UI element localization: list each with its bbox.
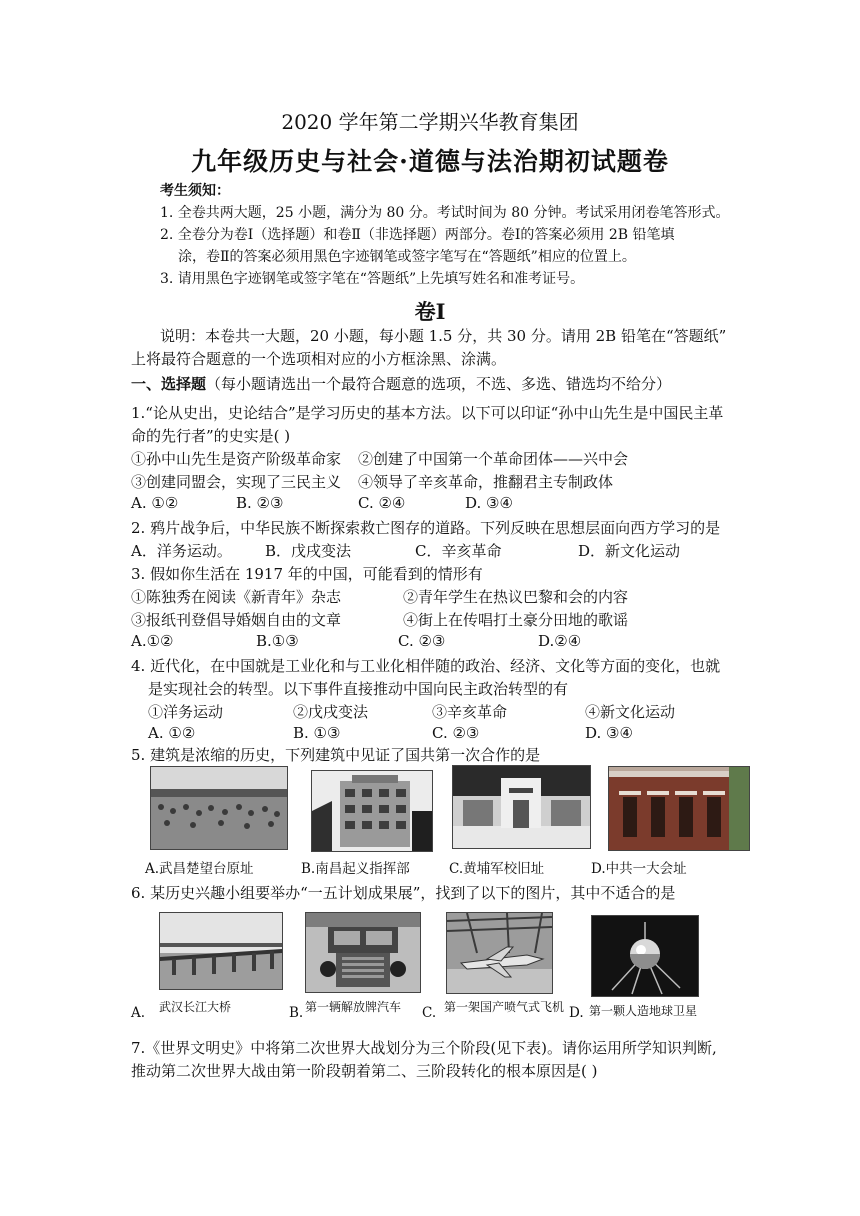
q3-stem: 3. 假如你生活在 1917 年的中国，可能看到的情形有 <box>131 565 483 583</box>
q4-stem-1: 4. 近代化，在中国就是工业化和与工业化相伴随的政治、经济、文化等方面的变化，也就 <box>131 657 721 675</box>
q1-stem-2: 命的先行者”的史实是( ) <box>131 427 291 445</box>
photo-wuchang-chuwangtai <box>150 766 288 850</box>
q4-statement-4: ④新文化运动 <box>585 703 676 721</box>
q1-option-d: D. ③④ <box>465 494 513 512</box>
q1-statement-1: ①孙中山先生是资产阶级革命家 <box>131 450 342 468</box>
q3-statement-4: ④街上在传唱打土豪分田地的歌谣 <box>403 611 629 629</box>
photo-whampoa-academy <box>452 765 591 849</box>
q1-statement-4: ④领导了辛亥革命，推翻君主专制政体 <box>358 473 614 491</box>
q6-option-a: A. <box>131 1005 146 1021</box>
part-note: （每小题请选出一个最符合题意的选项，不选、多选、错选均不给分） <box>206 375 672 393</box>
q2-option-b: B．戊戌变法 <box>265 542 352 560</box>
notice-item-2-cont: 涂，卷Ⅱ的答案必须用黑色字迹钢笔或签字笔写在“答题纸”相应的位置上。 <box>178 249 636 265</box>
q3-option-a: A.①② <box>131 632 174 650</box>
q5-option-a: A.武昌楚望台原址 <box>145 861 254 877</box>
q1-option-a: A. ①② <box>131 494 179 512</box>
q6-caption-a: 武汉长江大桥 <box>159 1000 232 1014</box>
q1-statement-3: ③创建同盟会，实现了三民主义 <box>131 473 342 491</box>
q4-option-b: B. ①③ <box>293 724 341 742</box>
q5-stem: 5. 建筑是浓缩的历史，下列建筑中见证了国共第一次合作的是 <box>131 746 541 764</box>
q4-option-d: D. ③④ <box>585 724 633 742</box>
q7-stem-2: 推动第二次世界大战由第一阶段朝着第二、三阶段转化的根本原因是( ) <box>131 1062 598 1080</box>
q6-stem: 6. 某历史兴趣小组要举办“一五计划成果展”，找到了以下的图片，其中不适合的是 <box>131 884 676 902</box>
q6-caption-c: 第一架国产喷气式飞机 <box>444 1000 565 1014</box>
q3-option-c: C. ②③ <box>398 632 446 650</box>
q6-option-b: B. <box>289 1005 304 1021</box>
q3-option-d: D.②④ <box>538 632 582 650</box>
q4-statement-1: ①洋务运动 <box>148 703 224 721</box>
q5-option-d: D.中共一大会址 <box>591 861 687 877</box>
photo-jet-aircraft <box>446 912 553 994</box>
notice-item-1: 1. 全卷共两大题，25 小题，满分为 80 分。考试时间为 80 分钟。考试采用闭卷笔答形式。 <box>160 205 730 221</box>
q6-option-c: C. <box>422 1005 437 1021</box>
part-label: 一、选择题 <box>131 375 207 393</box>
q6-caption-b: 第一辆解放牌汽车 <box>305 1000 402 1014</box>
q3-statement-3: ③报纸刊登倡导婚姻自由的文章 <box>131 611 342 629</box>
q3-statement-2: ②青年学生在热议巴黎和会的内容 <box>403 588 629 606</box>
q2-option-d: D．新文化运动 <box>578 542 681 560</box>
part-heading <box>131 373 671 394</box>
q1-stem-1: 1.“论从史出，史论结合”是学习历史的基本方法。以下可以印证“孙中山先生是中国民主革 <box>131 404 724 422</box>
q1-statement-2: ②创建了中国第一个革命团体——兴中会 <box>358 450 629 468</box>
q3-option-b: B.①③ <box>256 632 299 650</box>
q6-caption-d: 第一颗人造地球卫星 <box>589 1004 698 1018</box>
photo-nanchang-headquarters <box>311 770 433 852</box>
q4-stem-2: 是实现社会的转型。以下事件直接推动中国向民主政治转型的有 <box>148 680 569 698</box>
notice-item-2: 2. 全卷分为卷Ⅰ（选择题）和卷Ⅱ（非选择题）两部分。卷Ⅰ的答案必须用 2B 铅笔填 <box>160 227 675 243</box>
q2-option-a: A．洋务运动。 <box>131 542 232 560</box>
q3-statement-1: ①陈独秀在阅读《新青年》杂志 <box>131 588 342 606</box>
q4-option-c: C. ②③ <box>432 724 480 742</box>
exam-header-line1: 2020 学年第二学期兴华教育集团 <box>281 110 579 134</box>
q1-option-b: B. ②③ <box>236 494 284 512</box>
q5-option-b: B.南昌起义指挥部 <box>301 861 410 877</box>
q2-option-c: C．辛亥革命 <box>415 542 502 560</box>
q1-option-c: C. ②④ <box>358 494 406 512</box>
q4-statement-3: ③辛亥革命 <box>432 703 508 721</box>
q6-option-d: D. <box>569 1005 584 1021</box>
photo-satellite <box>591 915 699 997</box>
q4-option-a: A. ①② <box>148 724 196 742</box>
exam-title: 九年级历史与社会·道德与法治期初试题卷 <box>191 147 669 176</box>
section-desc-2: 上将最符合题意的一个选项相对应的小方框涂黑、涂满。 <box>131 350 507 368</box>
section-desc-1: 说明：本卷共一大题，20 小题，每小题 1.5 分，共 30 分。请用 2B 铅笔在“答题纸” <box>160 327 727 345</box>
notice-title: 考生须知： <box>160 183 230 199</box>
photo-first-congress-site <box>608 766 750 851</box>
photo-wuhan-yangtze-bridge <box>159 912 283 990</box>
q2-stem: 2. 鸦片战争后，中华民族不断探索救亡图存的道路。下列反映在思想层面向西方学习的是 <box>131 519 721 537</box>
photo-jiefang-truck <box>305 912 421 993</box>
q7-stem-1: 7.《世界文明史》中将第二次世界大战划分为三个阶段(见下表)。请你运用所学知识判断, <box>131 1039 717 1057</box>
q4-statement-2: ②戊戌变法 <box>293 703 369 721</box>
notice-item-3: 3. 请用黑色字迹钢笔或签字笔在“答题纸”上先填写姓名和准考证号。 <box>160 271 585 287</box>
q5-option-c: C.黄埔军校旧址 <box>449 861 545 877</box>
section-heading: 卷Ⅰ <box>414 299 446 324</box>
